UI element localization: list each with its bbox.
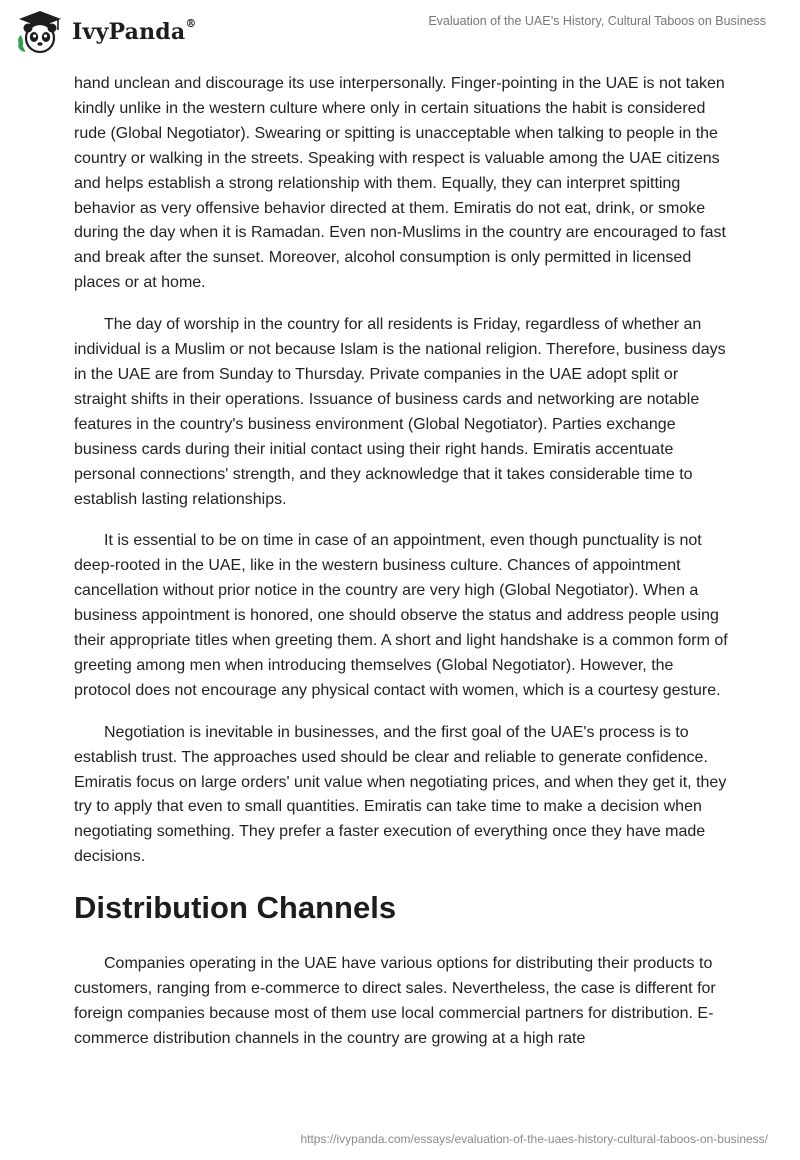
page-header bbox=[0, 0, 800, 66]
paragraph-punctuality: It is essential to be on time in case of an appointment, even though punctuality is not deep-rooted in the UAE, like in the western business culture. Chances of appointment cancellation without prior notice in the country are very high (Global Negotiator). When a business appointment is honored, one should observe the status and address people using their appropriate titles when greeting them. A short and light handshake is a common form of greeting among men when introducing themselves (Global Negotiator). However, the protocol does not encourage any physical contact with women, which is a courtesy gesture. bbox=[74, 532, 728, 699]
registered-mark: ® bbox=[185, 17, 197, 30]
paragraph-negotiation: Negotiation is inevitable in businesses, and the first goal of the UAE's process is to establish trust. The approaches used should be clear and reliable to generate confidence. Emiratis focus on large orders' unit value when negotiating prices, and when they get it, they try to apply that even to small quantities. Emiratis can take time to make a decision when negotiating something. They prefer a faster execution of everything once they have made decisions. bbox=[74, 723, 727, 866]
document-title: Evaluation of the UAE’s History, Cultural Taboos on Business bbox=[428, 14, 766, 28]
section-heading-distribution-channels: Distribution Channels bbox=[74, 890, 397, 926]
essay-content bbox=[74, 72, 734, 1069]
panda-graduate-icon bbox=[14, 8, 66, 56]
logo-text bbox=[72, 19, 197, 45]
paragraph-continued: hand unclean and discourage its use interpersonally. Finger-pointing in the UAE is not taken kindly unlike in the western culture where only in certain situations the habit is considered rude (Global Negotiator). Swearing or spitting is unacceptable when talking to people in the country or walking in the streets. Speaking with respect is valuable among the UAE citizens and helps establish a strong relationship with them. Equally, they can interpret spitting behavior as very offensive behavior directed at them. Emiratis do not eat, drink, or smoke during the day when it is Ramadan. Even non-Muslims in the country are encouraged to fast and break after the sunset. Moreover, alcohol consumption is only permitted in licensed places or at home. bbox=[74, 75, 726, 292]
source-url-link[interactable]: https://ivypanda.com/essays/evaluation-of-the-uaes-history-cultural-taboos-on-business/ bbox=[300, 1132, 768, 1146]
logo-wordmark: IvyPanda bbox=[72, 19, 186, 45]
paragraph-worship-day: The day of worship in the country for all residents is Friday, regardless of whether an individual is a Muslim or not because Islam is the national religion. Therefore, business days in the UAE are from Sunday to Thursday. Private companies in the UAE adopt split or straight shifts in their operations. Issuance of business cards and networking are notable features in the country's business environment (Global Negotiator). Parties exchange business cards during their initial contact using their right hands. Emiratis accentuate personal connections' strength, and they acknowledge that it takes considerable time to establish lasting relationships. bbox=[74, 316, 726, 508]
paragraph-distribution: Companies operating in the UAE have various options for distributing their products to customers, ranging from e-commerce to direct sales. Nevertheless, the case is different for foreign companies because most of them use local commercial partners for distribution. E-commerce distribution channels in the country are growing at a high rate bbox=[74, 955, 716, 1047]
ivypanda-logo[interactable] bbox=[14, 8, 197, 56]
